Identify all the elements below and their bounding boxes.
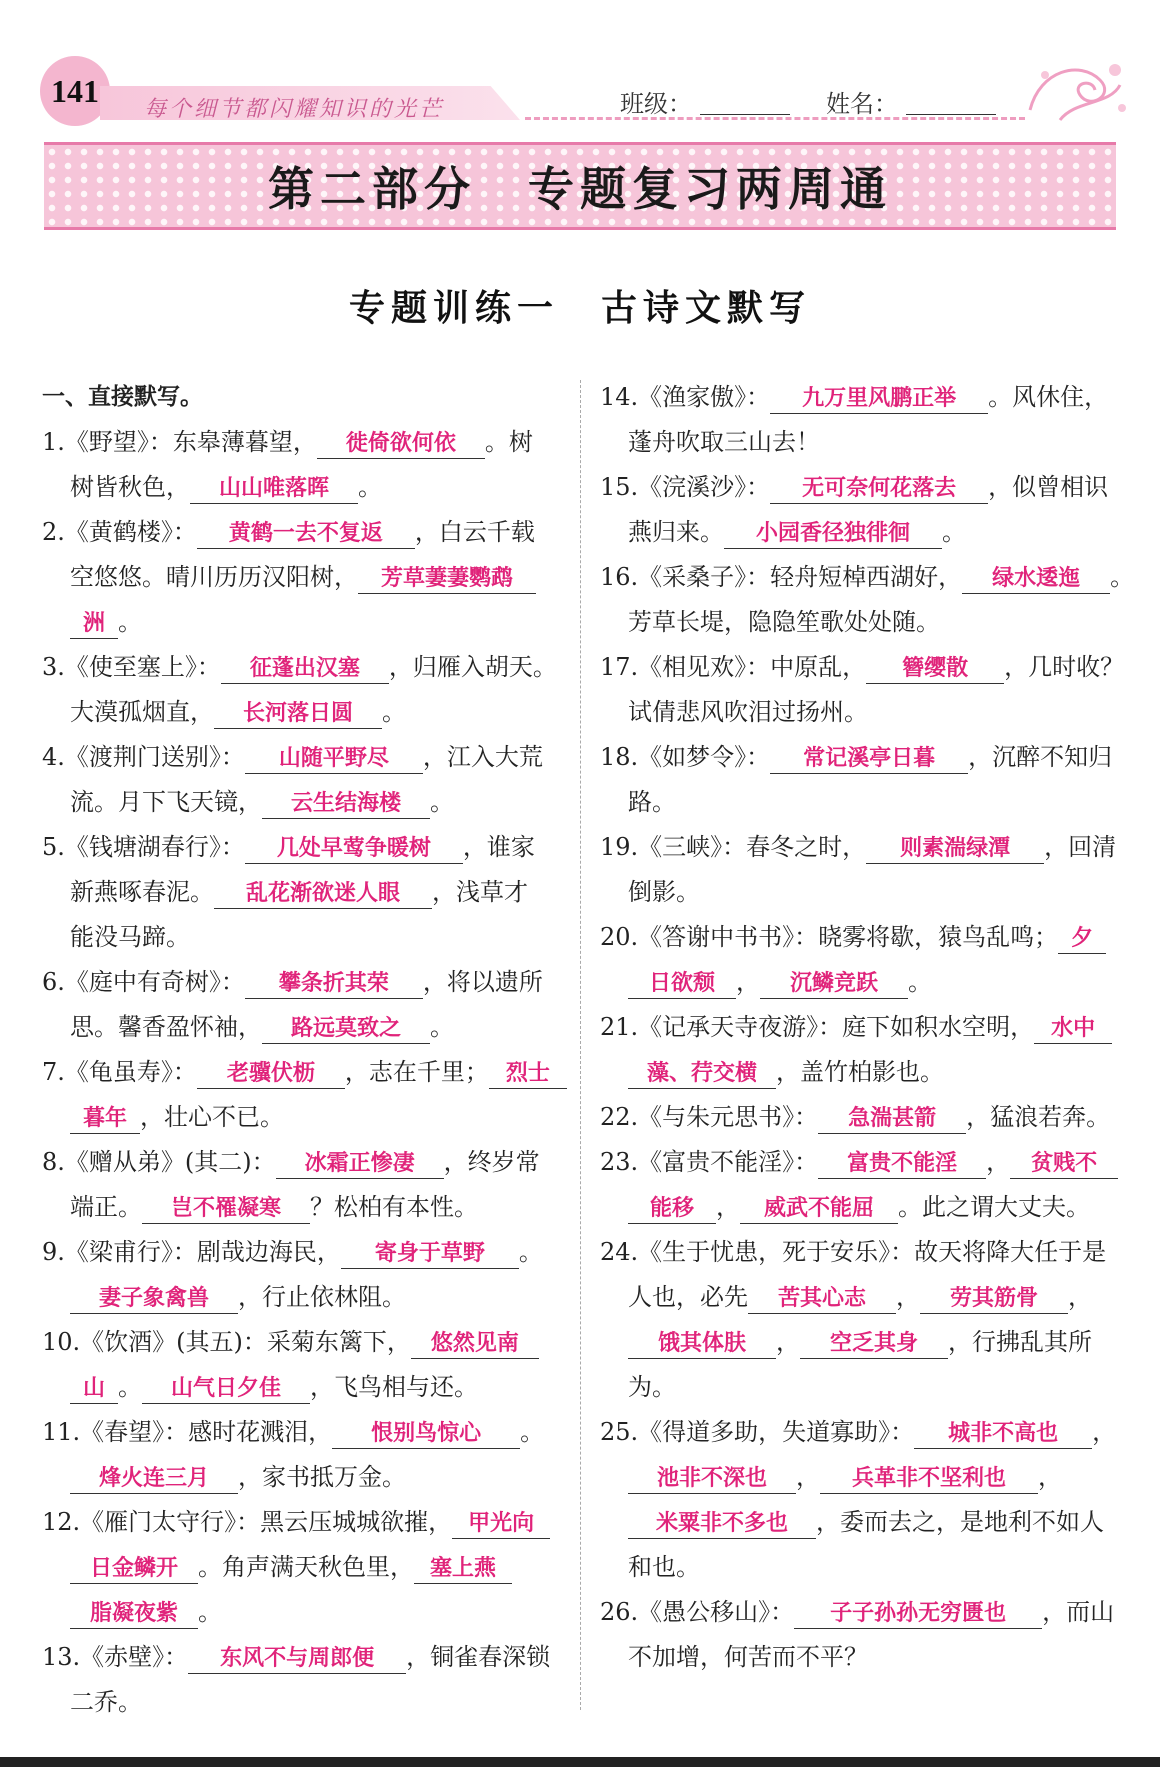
line-text: 。树	[484, 428, 533, 456]
line-text: 11.《春望》：感时花溅泪，	[42, 1418, 333, 1446]
exercise-heading: 一、直接默写。	[42, 384, 203, 410]
answer-blank[interactable]: 威武不能屈	[740, 1195, 898, 1224]
answer-blank[interactable]: 攀条折其荣	[245, 970, 423, 999]
line-text: 17.《相见欢》：中原乱，	[600, 653, 867, 681]
line-text: 空悠悠。晴川历历汉阳树，	[70, 563, 358, 591]
poem-line	[600, 1275, 1122, 1320]
poem-line	[42, 735, 562, 780]
line-text: 16.《采桑子》：轻舟短棹西湖好，	[600, 563, 963, 591]
poem-line	[42, 1545, 562, 1590]
class-field[interactable]	[700, 114, 790, 115]
line-text: 倒影。	[628, 878, 700, 906]
poem-line	[42, 825, 562, 870]
answer-blank[interactable]: 富贵不能淫	[818, 1150, 986, 1179]
line-text: ，飞鸟相与还。	[310, 1373, 478, 1401]
line-text: ，浅草才	[432, 878, 528, 906]
line-text: 燕归来。	[628, 518, 724, 546]
answer-blank[interactable]: 饿其体肤	[628, 1330, 776, 1359]
poem-line	[42, 420, 562, 465]
line-text: 。	[118, 1373, 142, 1401]
answer-blank[interactable]: 小园香径独徘徊	[724, 520, 942, 549]
poem-line	[600, 690, 1122, 735]
answer-blank[interactable]: 云生结海楼	[262, 790, 430, 819]
poem-line	[600, 420, 1122, 465]
poem-line	[42, 1230, 562, 1275]
answer-blank[interactable]: 征蓬出汉塞	[221, 655, 389, 684]
answer-blank[interactable]: 苦其心志	[748, 1285, 896, 1314]
poem-line	[42, 1095, 562, 1140]
line-text: 6.《庭中有奇树》：	[42, 968, 245, 996]
answer-blank[interactable]: 无可奈何花落去	[770, 475, 988, 504]
line-text: ，行拂乱其所	[948, 1328, 1092, 1356]
poem-line	[600, 1140, 1122, 1185]
answer-blank[interactable]: 老骥伏枥	[197, 1060, 345, 1089]
poem-line	[42, 600, 562, 645]
poem-line	[600, 1320, 1122, 1365]
page-header	[0, 0, 1160, 130]
column-divider	[580, 380, 581, 1710]
line-text: ，回清	[1044, 833, 1117, 861]
answer-blank[interactable]: 烈士	[489, 1060, 567, 1089]
name-field[interactable]	[906, 114, 996, 115]
line-text: 23.《富贵不能淫》：	[600, 1148, 819, 1176]
line-text: ，委而去之，是地利不如人	[816, 1508, 1104, 1536]
line-text: 10.《饮酒》(其五)：采菊东篱下，	[42, 1328, 411, 1356]
poem-line	[42, 960, 562, 1005]
line-text: 。	[430, 1013, 454, 1041]
poem-line	[42, 1005, 562, 1050]
poem-line	[42, 1365, 562, 1410]
poem-line	[42, 915, 562, 960]
line-text: ，志在千里；	[344, 1058, 489, 1086]
answer-blank[interactable]: 黄鹤一去不复返	[197, 520, 415, 549]
answer-blank[interactable]: 东风不与周郎便	[188, 1645, 406, 1674]
answer-blank[interactable]: 劳其筋骨	[920, 1285, 1068, 1314]
poem-line	[600, 465, 1122, 510]
poem-line	[42, 1320, 562, 1365]
poem-line	[42, 1050, 562, 1095]
poem-line	[600, 1545, 1122, 1590]
banner-title: 第二部分 专题复习两周通	[268, 162, 892, 216]
line-text: ，几时收？	[1004, 653, 1125, 681]
poem-line	[42, 1635, 562, 1680]
line-text: ，将以遗所	[422, 968, 543, 996]
answer-blank[interactable]: 米粟非不多也	[628, 1510, 816, 1539]
poem-line	[600, 1050, 1122, 1095]
header-divider	[525, 117, 1025, 120]
poem-line	[600, 375, 1122, 420]
poem-line	[42, 510, 562, 555]
line-text: ，江入大荒	[422, 743, 543, 771]
line-text: 21.《记承天寺夜游》：庭下如积水空明，	[600, 1013, 1035, 1041]
line-text: 。	[1110, 563, 1135, 591]
answer-blank[interactable]: 九万里风鹏正举	[770, 385, 988, 414]
footer-bar	[0, 1757, 1160, 1767]
answer-blank[interactable]: 日金鳞开	[70, 1555, 198, 1584]
answer-blank[interactable]: 寄身于草野	[341, 1240, 519, 1269]
line-text: 8.《赠从弟》(其二)：	[42, 1148, 276, 1176]
line-text: ，而山	[1042, 1598, 1115, 1626]
line-text: 树皆秋色，	[70, 473, 190, 501]
poem-line	[42, 1410, 562, 1455]
line-text: 。	[430, 788, 454, 816]
line-text: 流。月下飞天镜，	[70, 788, 262, 816]
line-text: ，白云千载	[414, 518, 535, 546]
line-text: 路。	[628, 788, 676, 816]
poem-line	[600, 1590, 1122, 1635]
line-text: 9.《梁甫行》：剧哉边海民，	[42, 1238, 341, 1266]
line-text: 12.《雁门太守行》：黑云压城城欲摧，	[42, 1508, 453, 1536]
poem-line	[42, 1275, 562, 1320]
line-text: 19.《三峡》：春冬之时，	[600, 833, 867, 861]
line-text: 。风休住，	[988, 383, 1109, 411]
answer-blank[interactable]: 洲	[70, 610, 118, 639]
part-banner	[44, 142, 1116, 230]
poem-line	[600, 1230, 1122, 1275]
poem-line	[600, 1095, 1122, 1140]
line-text: 。	[198, 1598, 222, 1626]
line-text: ，谁家	[462, 833, 535, 861]
answer-blank[interactable]: 山气日夕佳	[142, 1375, 310, 1404]
line-text: 为。	[628, 1373, 676, 1401]
answer-blank[interactable]: 恨别鸟惊心	[332, 1420, 520, 1449]
line-text: 和也。	[628, 1553, 700, 1581]
line-text: ，壮心不已。	[140, 1103, 284, 1131]
class-label: 班级：	[620, 90, 692, 118]
line-text: ，沉醉不知归	[968, 743, 1113, 771]
poem-line	[42, 870, 562, 915]
answer-blank[interactable]: 子子孙孙无穷匮也	[794, 1600, 1042, 1629]
line-text: 。	[908, 968, 932, 996]
line-text: ，终岁常	[443, 1148, 540, 1176]
name-label: 姓名：	[826, 90, 898, 118]
floral-swirl-icon	[1020, 50, 1130, 130]
answer-blank[interactable]: 几处早莺争暖树	[245, 835, 463, 864]
line-text: ，	[896, 1283, 920, 1311]
answer-blank[interactable]: 芳草萋萋鹦鹉	[358, 565, 536, 594]
answer-blank[interactable]: 岂不罹凝寒	[142, 1195, 310, 1224]
answer-blank[interactable]: 妻子象禽兽	[70, 1285, 238, 1314]
line-text: 14.《渔家傲》：	[600, 383, 771, 411]
answer-blank[interactable]: 悠然见南	[411, 1330, 539, 1359]
answer-blank[interactable]: 徙倚欲何依	[317, 430, 485, 459]
answer-blank[interactable]: 山	[70, 1375, 118, 1404]
poem-line	[600, 915, 1122, 960]
poem-line	[42, 1590, 562, 1635]
poem-line	[600, 1500, 1122, 1545]
line-text: 能没马蹄。	[70, 923, 190, 951]
line-text: 25.《得道多助，失道寡助》：	[600, 1418, 915, 1446]
line-text: 3.《使至塞上》：	[42, 653, 221, 681]
line-text: ，	[1092, 1418, 1117, 1446]
line-text: 7.《龟虽寿》：	[42, 1058, 197, 1086]
answer-blank[interactable]: 贫贱不	[1010, 1150, 1118, 1179]
line-text: ，盖竹柏影也。	[776, 1058, 944, 1086]
line-text: 。	[358, 473, 382, 501]
poem-line	[600, 1185, 1122, 1230]
answer-blank[interactable]: 池非不深也	[628, 1465, 796, 1494]
line-text: 4.《渡荆门送别》：	[42, 743, 245, 771]
answer-blank[interactable]: 长河落日圆	[214, 700, 382, 729]
poem-line	[600, 825, 1122, 870]
line-text: 芳草长堤，隐隐笙歌处处随。	[628, 608, 940, 636]
answer-blank[interactable]: 能移	[628, 1195, 716, 1224]
answer-blank[interactable]: 绿水逶迤	[962, 565, 1110, 594]
answer-blank[interactable]: 乱花渐欲迷人眼	[214, 880, 432, 909]
poem-line	[600, 735, 1122, 780]
line-text: 试倩悲风吹泪过扬州。	[628, 698, 868, 726]
poem-line	[600, 600, 1122, 645]
poem-line	[600, 555, 1135, 600]
line-text: ，行止依林阻。	[238, 1283, 406, 1311]
answer-blank[interactable]: 塞上燕	[414, 1555, 512, 1584]
line-text: 18.《如梦令》：	[600, 743, 771, 771]
line-text: ，归雁入胡天。	[388, 653, 557, 681]
answer-blank[interactable]: 甲光向	[452, 1510, 550, 1539]
answer-blank[interactable]: 簪缨散	[866, 655, 1004, 684]
poem-line	[600, 1365, 1122, 1410]
answer-blank[interactable]: 山随平野尽	[245, 745, 423, 774]
answer-blank[interactable]: 日欲颓	[628, 970, 736, 999]
line-text: 。角声满天秋色里，	[198, 1553, 414, 1581]
poem-line	[600, 1410, 1122, 1455]
answer-blank[interactable]: 烽火连三月	[70, 1465, 238, 1494]
line-text: 22.《与朱元思书》：	[600, 1103, 819, 1131]
answer-blank[interactable]: 路远莫致之	[262, 1015, 430, 1044]
line-text: ，	[986, 1148, 1011, 1176]
poem-line	[42, 1680, 562, 1725]
slogan: 每个细节都闪耀知识的光芒	[144, 97, 445, 122]
poem-line	[42, 1140, 562, 1185]
poem-line	[600, 960, 1122, 1005]
answer-blank[interactable]: 急湍甚箭	[818, 1105, 966, 1134]
line-text: ，	[716, 1193, 740, 1221]
section-title: 专题训练一 古诗文默写	[348, 287, 811, 329]
poem-line	[600, 1005, 1122, 1050]
answer-blank[interactable]: 藻、荇交横	[628, 1060, 776, 1089]
answer-blank[interactable]: 空乏其身	[800, 1330, 948, 1359]
page-number: 141	[40, 56, 110, 126]
poem-line	[600, 510, 1122, 555]
poem-line	[600, 870, 1122, 915]
line-text: 15.《浣溪沙》：	[600, 473, 771, 501]
answer-blank[interactable]: 水中	[1034, 1015, 1112, 1044]
answer-blank[interactable]: 则素湍绿潭	[866, 835, 1044, 864]
line-text: ，	[776, 1328, 800, 1356]
line-text: 26.《愚公移山》：	[600, 1598, 795, 1626]
poem-line	[42, 1500, 562, 1545]
poem-line	[42, 645, 562, 690]
line-text: 人也，必先	[628, 1283, 748, 1311]
poem-line	[42, 1455, 562, 1500]
line-text: ，	[1038, 1463, 1062, 1491]
answer-blank[interactable]: 沉鳞竞跃	[760, 970, 908, 999]
poem-line	[42, 690, 562, 735]
right-column	[600, 375, 1135, 1680]
line-text: ，猛浪若奔。	[966, 1103, 1111, 1131]
answer-blank[interactable]: 城非不高也	[914, 1420, 1092, 1449]
poem-line	[600, 1455, 1122, 1500]
answer-blank[interactable]: 暮年	[70, 1105, 140, 1134]
line-text: ，	[736, 968, 760, 996]
line-text: 5.《钱塘湖春行》：	[42, 833, 245, 861]
poem-line	[42, 555, 562, 600]
line-text: 24.《生于忧患，死于安乐》：故天将降大任于是	[600, 1238, 1107, 1266]
line-text: 。此之谓大丈夫。	[898, 1193, 1090, 1221]
line-text: ，	[796, 1463, 820, 1491]
line-text: ，似曾相识	[988, 473, 1109, 501]
line-text: ？松柏有本性。	[310, 1193, 478, 1221]
line-text: 13.《赤壁》：	[42, 1643, 189, 1671]
left-column	[42, 375, 562, 1725]
line-text: 。	[518, 1238, 543, 1266]
line-text: 20.《答谢中书书》：晓雾将歇，猿鸟乱鸣；	[600, 923, 1059, 951]
line-text: ，	[1068, 1283, 1092, 1311]
line-text: 不加增，何苦而不平？	[628, 1643, 868, 1671]
line-text: 新燕啄春泥。	[70, 878, 214, 906]
answer-blank[interactable]: 兵革非不坚利也	[820, 1465, 1038, 1494]
line-text: 。	[520, 1418, 545, 1446]
answer-blank[interactable]: 脂凝夜紫	[70, 1600, 198, 1629]
line-text: 。	[942, 518, 966, 546]
answer-blank[interactable]: 山山唯落晖	[190, 475, 358, 504]
poem-line	[42, 780, 562, 825]
line-text: 2.《黄鹤楼》：	[42, 518, 197, 546]
line-text: 思。馨香盈怀袖，	[70, 1013, 262, 1041]
poem-line	[42, 465, 562, 510]
poem-line	[600, 1635, 1122, 1680]
line-text: ，家书抵万金。	[238, 1463, 406, 1491]
line-text: 大漠孤烟直，	[70, 698, 214, 726]
poem-line	[600, 645, 1125, 690]
poem-line	[600, 780, 1122, 825]
line-text: 。	[118, 608, 142, 636]
line-text: 二乔。	[70, 1688, 142, 1716]
line-text: 端正。	[70, 1193, 142, 1221]
poem-line	[42, 1185, 562, 1230]
answer-blank[interactable]: 夕	[1058, 925, 1106, 954]
line-text: 蓬舟吹取三山去！	[628, 428, 820, 456]
answer-blank[interactable]: 常记溪亭日暮	[770, 745, 968, 774]
line-text: 1.《野望》：东皋薄暮望，	[42, 428, 317, 456]
answer-blank[interactable]: 冰霜正惨凄	[276, 1150, 444, 1179]
line-text: ，铜雀春深锁	[406, 1643, 551, 1671]
line-text: 。	[382, 698, 406, 726]
